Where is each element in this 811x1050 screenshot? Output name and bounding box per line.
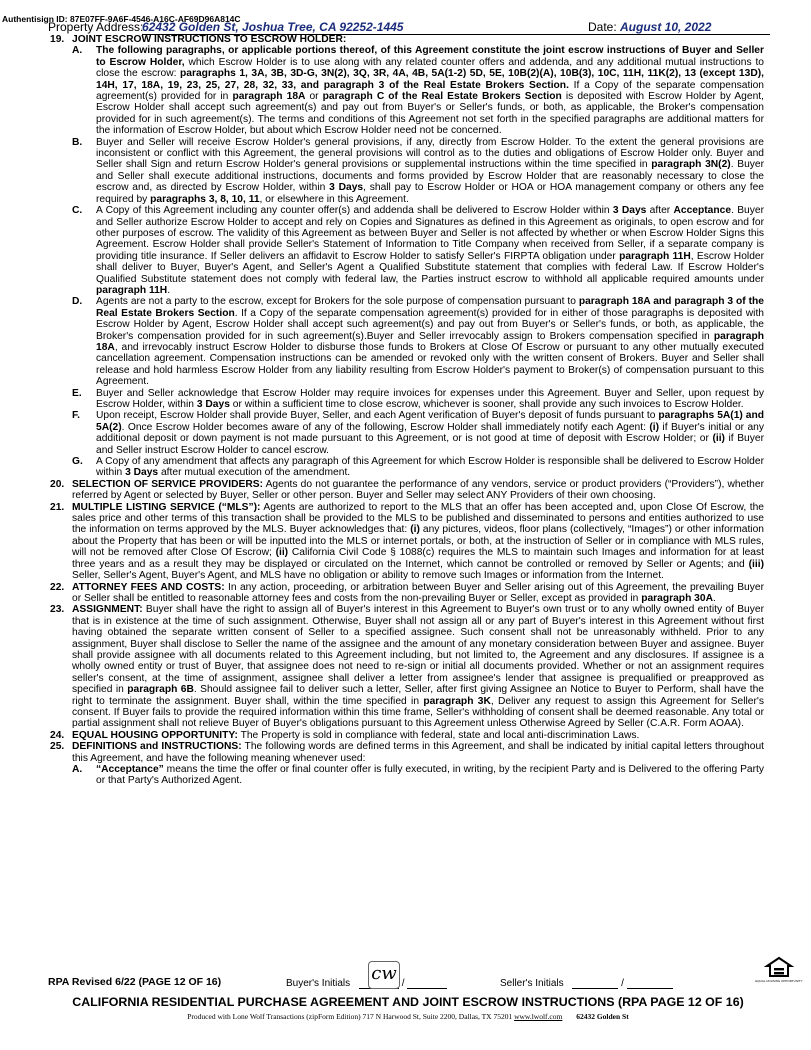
footer-initials-row	[48, 963, 803, 993]
production-line: Produced with Lone Wolf Transactions (zipForm Edition) 717 N Harwood St, Suite 2200, Dallas, TX 75201 www.lwolf.com 62432 Golden St	[187, 1012, 629, 1021]
section-number: 19.	[50, 34, 65, 45]
section-25-item-a: A. “Acceptance” means the time the offer or final counter offer is fully executed, in writing, by the recipient Party and is Delivered to the offering Party or that Party's Authorized Agent.	[72, 764, 764, 787]
website-link[interactable]: www.lwolf.com	[514, 1012, 563, 1021]
buyer-initials-signature[interactable]: cw	[368, 961, 400, 989]
file-name: 62432 Golden St	[576, 1012, 629, 1021]
section-19-item-d: D. Agents are not a party to the escrow, except for Brokers for the sole purpose of compensation pursuant to paragraph 18A and paragraph 3 of the Real Estate Brokers Section. If a Copy of the separate compensation agreement(s) provided for in either of those paragraphs is deposited with Escrow Holder by Agent, Escrow Holder shall accept such agreement(s) and pay out from Buyer's or Seller's funds, or both, as applicable, the Broker's compensation provided for in such agreement(s).Buyer and Seller irrevocably assign to Brokers compensation specified in paragraph 18A, and irrevocably instruct Escrow Holder to disburse those funds to Brokers at Close Of Escrow or pursuant to any other mutually executed cancellation agreement. Compensation instructions can be amended or revoked only with the written consent of Brokers. Buyer and Seller shall release and hold harmless Escrow Holder from any liability resulting from Escrow Holder's payment to Broker(s) of compensation pursuant to this Agreement.	[72, 296, 764, 388]
section-25: 25. DEFINITIONS and INSTRUCTIONS: The following words are defined terms in this Agreement, and shall be indicated by initial capital letters throughout this Agreement, and have the following meaning whenever used: A. “Acceptance” means the time the offer or final counter offer is fully executed, in writing, by the recipient Party and is Delivered to the offering Party or that Party's Authorized Agent.	[50, 741, 764, 787]
section-19	[50, 34, 764, 479]
property-address-label: Property Address:	[48, 20, 144, 34]
section-19-item-e: E. Buyer and Seller acknowledge that Escrow Holder may require invoices for expenses under this Agreement. Buyer and Seller, upon request by Escrow Holder, within 3 Days or within a sufficient time to close escrow, whichever is sooner, shall provide any such invoices to Escrow Holder.	[72, 387, 764, 410]
equal-housing-icon	[755, 957, 803, 985]
buyer-initial-field-2[interactable]	[407, 978, 447, 989]
section-title: ASSIGNMENT:	[72, 604, 143, 616]
section-19-item-a: A. The following paragraphs, or applicable portions thereof, of this Agreement constitute the joint escrow instructions of Buyer and Seller to Escrow Holder, which Escrow Holder is to use along with any related counter offers and addenda, and any additional mutual instructions to close the escrow: paragraphs 1, 3A, 3B, 3D-G, 3N(2), 3Q, 3R, 4A, 4B, 5A(1-2) 5D, 5E, 10B(2)(A), 10B(3), 10C, 11H, 11K(2), 13 (except 13D), 14H, 17, 18A, 19, 23, 25, 27, 28, 32, 33, and paragraph 3 of the Real Estate Brokers Section. If a Copy of the separate compensation agreement(s) provided for in paragraph 18A or paragraph C of the Real Estate Brokers Section is deposited with Escrow Holder by Agent, Escrow Holder shall accept such agreement(s) and pay out from Buyer's or Seller's funds, or both, as applicable, the Broker's compensation provided for in such agreement(s). The terms and conditions of this Agreement not set forth in the specified paragraphs are additional matters for the information of Escrow Holder, but about which Escrow Holder need not be concerned.	[72, 45, 765, 137]
section-19-item-f: F. Upon receipt, Escrow Holder shall provide Buyer, Seller, and each Agent verification of Buyer's deposit of funds pursuant to paragraphs 5A(1) and 5A(2). Once Escrow Holder becomes aware of any of the following, Escrow Holder shall immediately notify each Agent: (i) if Buyer's initial or any additional deposit or down payment is not made pursuant to this Agreement, or is not good at time of deposit with Escrow Holder; or (ii) if Buyer and Seller instruct Escrow Holder to cancel escrow.	[72, 410, 764, 456]
date-field[interactable]: August 10, 2022	[620, 20, 770, 35]
buyers-initials: Buyer's Initials /	[286, 978, 447, 989]
section-title: EQUAL HOUSING OPPORTUNITY:	[72, 729, 238, 741]
section-21: 21. MULTIPLE LISTING SERVICE (“MLS”): Agents are authorized to report to the MLS that an offer has been accepted and, upon Close Of Escrow, the sales price and other terms of this transaction shall be provided to the MLS to be published and disseminated to persons and entities authorized to use the information on terms approved by the MLS. Buyer acknowledges that: (i) any pictures, videos, floor plans (collectively, “Images”) or other information about the Property that has been or will be inputted into the MLS or internet portals, or both, at the instruction of Seller or in compliance with MLS rules, will not be removed after Close Of Escrow; (ii) California Civil Code § 1088(c) requires the MLS to maintain such Images and information for at least three years and as a result they may be displayed or circulated on the Internet, which cannot be controlled or removed by Seller or Agents; and (iii) Seller, Seller's Agent, Buyer's Agent, and MLS have no obligation or ability to remove such Images or information from the Internet.	[50, 501, 764, 582]
document-body	[50, 34, 764, 787]
section-title: JOINT ESCROW INSTRUCTIONS TO ESCROW HOLDER:	[72, 34, 347, 45]
sellers-initials: Seller's Initials /	[500, 978, 673, 989]
date-label: Date:	[588, 20, 617, 34]
section-title: MULTIPLE LISTING SERVICE (“MLS”):	[72, 501, 261, 513]
section-title: ATTORNEY FEES AND COSTS:	[72, 581, 225, 593]
section-22: 22. ATTORNEY FEES AND COSTS: In any action, proceeding, or arbitration between Buyer and Seller arising out of this Agreement, the prevailing Buyer or Seller shall be entitled to reasonable attorney fees and costs from the non-prevailing Buyer or Seller, except as provided in paragraph 30A.	[50, 581, 764, 604]
authentisign-id: Authentisign ID: 87E07FF-9A6F-4546-A16C-AF69D96A814C	[2, 14, 241, 24]
section-20: 20. SELECTION OF SERVICE PROVIDERS: Agents do not guarantee the performance of any vendors, service or product providers (“Providers”), whether referred by Agent or selected by Buyer, Seller or other person. Buyer and Seller may select ANY Providers of their own choosing.	[50, 478, 764, 502]
property-address-field[interactable]: 62432 Golden St, Joshua Tree, CA 92252-1445	[142, 20, 622, 35]
svg-text:EQUAL HOUSING OPPORTUNITY: EQUAL HOUSING OPPORTUNITY	[755, 979, 803, 983]
section-19-item-c: C. A Copy of this Agreement including any counter offer(s) and addenda shall be delivered to Escrow Holder within 3 Days after Acceptance. Buyer and Seller authorize Escrow Holder to accept and rely on Copies and Signatures as defined in this Agreement as originals, to open escrow and for other purposes of escrow. The validity of this Agreement as between Buyer and Seller is not affected by whether or when Escrow Holder Signs this Agreement. Escrow Holder shall provide Seller's Statement of Information to Title Company when received from Seller, if a separate company is providing title insurance. If Seller delivers an affidavit to Escrow Holder to satisfy Seller's FIRPTA obligation under paragraph 11H, Escrow Holder shall deliver to Buyer, Buyer's Agent, and Seller's Agent a Qualified Substitute statement that complies with federal Law. If Escrow Holder's Qualified Substitute statement does not comply with federal law, the Parties instruct escrow to withhold all applicable required amounts under paragraph 11H.	[72, 205, 765, 296]
seller-initial-field-1[interactable]	[572, 978, 618, 989]
section-title: DEFINITIONS and INSTRUCTIONS:	[72, 741, 242, 753]
section-19-item-b: B. Buyer and Seller will receive Escrow Holder's general provisions, if any, directly from Escrow Holder. To the extent the general provisions are inconsistent or conflict with this Agreement, the general provisions will control as to the duties and obligations of Escrow Holder only. Buyer and Seller shall Sign and return Escrow Holder's general provisions or supplemental instructions within the time specified in paragraph 3N(2). Buyer and Seller shall execute additional instructions, documents and forms provided by Escrow Holder that are reasonably necessary to close the escrow and, as directed by Escrow Holder, within 3 Days, shall pay to Escrow Holder or HOA or HOA management company or others any fee required by paragraphs 3, 8, 10, 11, or elsewhere in this Agreement.	[72, 136, 765, 205]
seller-initial-field-2[interactable]	[627, 978, 673, 989]
revision-label: RPA Revised 6/22 (PAGE 12 OF 16)	[48, 976, 222, 988]
section-title: SELECTION OF SERVICE PROVIDERS:	[72, 478, 263, 490]
section-19-item-g: G. A Copy of any amendment that affects any paragraph of this Agreement for which Escrow Holder is responsible shall be delivered to Escrow Holder within 3 Days after mutual execution of the amendment.	[72, 456, 764, 479]
form-title: CALIFORNIA RESIDENTIAL PURCHASE AGREEMENT AND JOINT ESCROW INSTRUCTIONS (RPA PAGE 12 OF 16)	[72, 995, 744, 1009]
section-24: 24. EQUAL HOUSING OPPORTUNITY: The Property is sold in compliance with federal, state and local anti-discrimination Laws.	[50, 729, 640, 741]
section-23: 23. ASSIGNMENT: Buyer shall have the right to assign all of Buyer's interest in this Agreement to Buyer's own trust or to any wholly owned entity of Buyer that is in existence at the time of such assignment. Otherwise, Buyer shall not assign all or any part of Buyer's interest in this Agreement without first having obtained the separate written consent of Seller to a specified assignee. Such consent shall not be unreasonably withheld. Prior to any assignment, Buyer shall disclose to Seller the name of the assignee and the amount of any monetary consideration between Buyer and assignee. Buyer shall provide assignee with all documents related to this Agreement including, but not limited to, the Agreement and any disclosures. If assignee is a wholly owned entity or trust of Buyer, that assignee does not need to re-sign or initial all documents provided. Whether or not an assignment requires seller's consent, at the time of assignment, assignee shall deliver a letter from assignee's lender that assignee is prequalified or preapproved as specified in paragraph 6B. Should assignee fail to deliver such a letter, Seller, after first giving Assignee an Notice to Buyer to Perform, shall have the right to terminate the assignment. Buyer shall, within the time specified in paragraph 3K, Deliver any request to assign this Agreement for Seller's consent. If Buyer fails to provide the required information within this time frame, Seller's withholding of consent shall be deemed reasonable. Any total or partial assignment shall not relieve Buyer of Buyer's obligations pursuant to this Agreement unless Otherwise Agreed by Seller (C.A.R. Form AOAA).	[50, 604, 764, 730]
